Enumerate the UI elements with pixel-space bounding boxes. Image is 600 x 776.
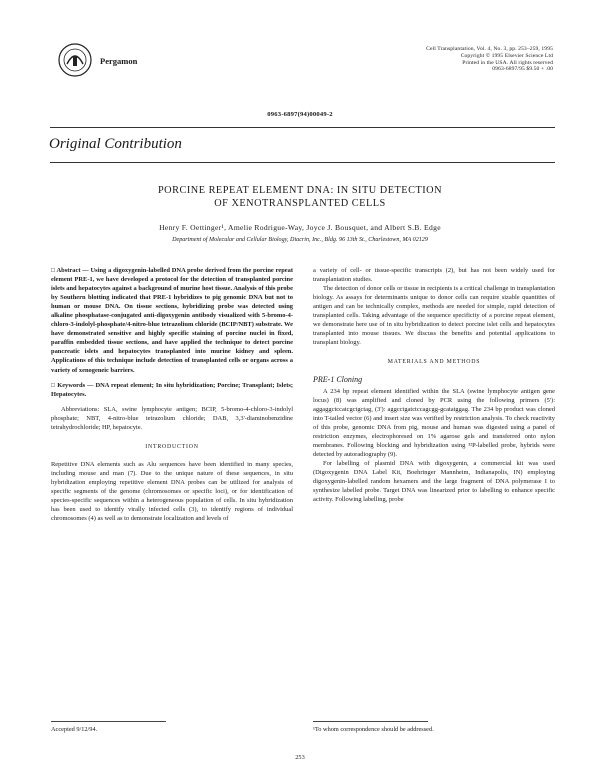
page-number: 253 [295, 754, 305, 761]
journal-line: 0963-6897/95 $9.50 + .00 [492, 66, 553, 73]
correspondence-note: ¹To whom correspondence should be addressed. [313, 726, 434, 733]
introduction-text: Repetitive DNA elements such as Alu sequences have been identified in many species, including mouse and man (7). Due to the unique nature of these sequences, in situ hybridization employing repetitive element DNA probes can be utilized for analysis of specific segments of the genome (chromosomes or specific loci), or for identification of species-specific sequences within a heterogeneous population of cells. In situ hybridization has been used to identify virally infected cells (3), to identify regions of individual chromosomes (4) as well as to demonstrate localization and levels of [51, 460, 293, 523]
intro-paragraph-2: The detection of donor cells or tissue in recipients is a critical challenge in transplantation biology. As assays for determinants unique to donor cells can require sizable quantities of antigen and can be technically complex, methods are needed for simple, rapid detection of transplanted cells. Taking advantage of the sequence specificity of a porcine repeat element, we demonstrate here use of in situ hybridization to detect porcine islet cells and hepatocytes transplanted into mouse tissues. We discuss the benefits and potential applications to transplant biology. [313, 285, 555, 347]
keywords-text: DNA repeat element; In situ hybridization; Porcine; Transplant; Islets; Hepatocytes. [51, 381, 293, 398]
methods-subheading: PRE-1 Cloning [313, 375, 363, 385]
journal-line: Copyright © 1995 Elsevier Science Ltd [460, 52, 553, 59]
section-label: Original Contribution [49, 136, 182, 152]
pii-code: 0963-6897(94)00049-2 [267, 111, 333, 118]
abbreviations: Abbreviations: SLA, swine lymphocyte antigen; BCIP, 5-bromo-4-chloro-3-indolyl phosphate; NBT, 4-nitro-blue tetrazolium chloride; DAB, 3,3'-diaminobenzidine tetrahydrochloride; HP, hepatocyte. [51, 405, 293, 431]
keywords [51, 381, 293, 399]
methods-paragraph-2: For labelling of plasmid DNA with digoxygenin, a commercial kit was used (Digoxygenin DNA Label Kit, Boehringer Mannheim, Indianapolis, IN) employing digoxygenin-labelled random hexamers and the large fragment of DNA polymerase I to synthesize labelled probe. Target DNA was linearized prior to labelling to enhance specific activity. Following labelling, probe [313, 459, 555, 504]
footnote-rule [51, 721, 166, 722]
title-line: PORCINE REPEAT ELEMENT DNA: IN SITU DETECTION [157, 185, 443, 196]
pergamon-logo-icon [57, 42, 93, 78]
journal-line: Cell Transplantation, Vol. 4, No. 3, pp. 253–259, 1995 [426, 46, 553, 52]
right-column [313, 266, 555, 504]
header-rule [50, 127, 555, 128]
footnote-rule [313, 721, 428, 722]
keywords-label: □ Keywords — [51, 381, 94, 389]
methods-heading: MATERIALS AND METHODS [387, 359, 481, 366]
journal-info [313, 46, 553, 73]
methods-paragraph-1: A 234 bp repeat element identified within the SLA (swine lymphocyte antigen gene locus) (8) was amplified and cloned by PCR using the following primers (5'): aggaggctccatcgctgctag, (3'): aggcctgatctccagcgg-gcatatggag. The 234 bp product was cloned into T-tailed vector (6) and insert size was verified by restriction analysis. To check reactivity of this probe, genomic DNA from pig, mouse and human was digested using a panel of restriction enzymes, electrophoresed on 1% agarose gels and transferred onto nylon membranes. Following blocking and hybridization using ³²P-labelled probe, hybrids were detected by autoradiography (9). [313, 387, 555, 458]
accepted-date: Accepted 9/12/94. [51, 726, 98, 733]
left-column [51, 266, 293, 523]
affiliation: Department of Molecular and Cellular Biology, Diacrin, Inc., Bldg. 96 13th St., Charlestown, MA 02129 [172, 237, 428, 243]
introduction-heading: INTRODUCTION [145, 443, 199, 450]
intro-continued: a variety of cell- or tissue-specific transcripts (2), but has not been widely used for transplantation studies. [313, 267, 555, 284]
authors: Henry F. Oettinger¹, Amelie Rodrigue-Way, Joyce J. Bousquet, and Albert S.B. Edge [159, 223, 441, 232]
article-title [0, 184, 600, 210]
title-line: OF XENOTRANSPLANTED CELLS [214, 198, 386, 209]
publisher-name: Pergamon [100, 56, 138, 66]
section-rule [50, 162, 555, 163]
abstract: □ Abstract — Using a digoxygenin-labelled DNA probe derived from the porcine repeat element PRE-1, we have developed a protocol for the detection of transplanted porcine islets and hepatocytes against a background of murine host tissue. Analysis of this probe by Southern blotting indicated that PRE-1 hybridizes to pig genomic DNA but not to human or mouse DNA. On tissue sections, hybridizing probe was detected using alkaline phosphatase-conjugated anti-digoxygenin antibody visualized with 5-bromo-4-chloro-3-indolyl-phosphate/4-nitro-blue tetrazolium chloride (BCIP/NBT) substrate. We have demonstrated sensitive and highly specific staining of porcine nuclei in fixed, paraffin embedded tissue sections, and have applied the technique to detect porcine pancreatic islets and hepatocytes transplanted into murine kidney and spleen. Applications of this technique include detection of transplanted cells or organs across a variety of xenogeneic barriers. [51, 267, 293, 374]
journal-line: Printed in the USA. All rights reserved [462, 59, 553, 66]
